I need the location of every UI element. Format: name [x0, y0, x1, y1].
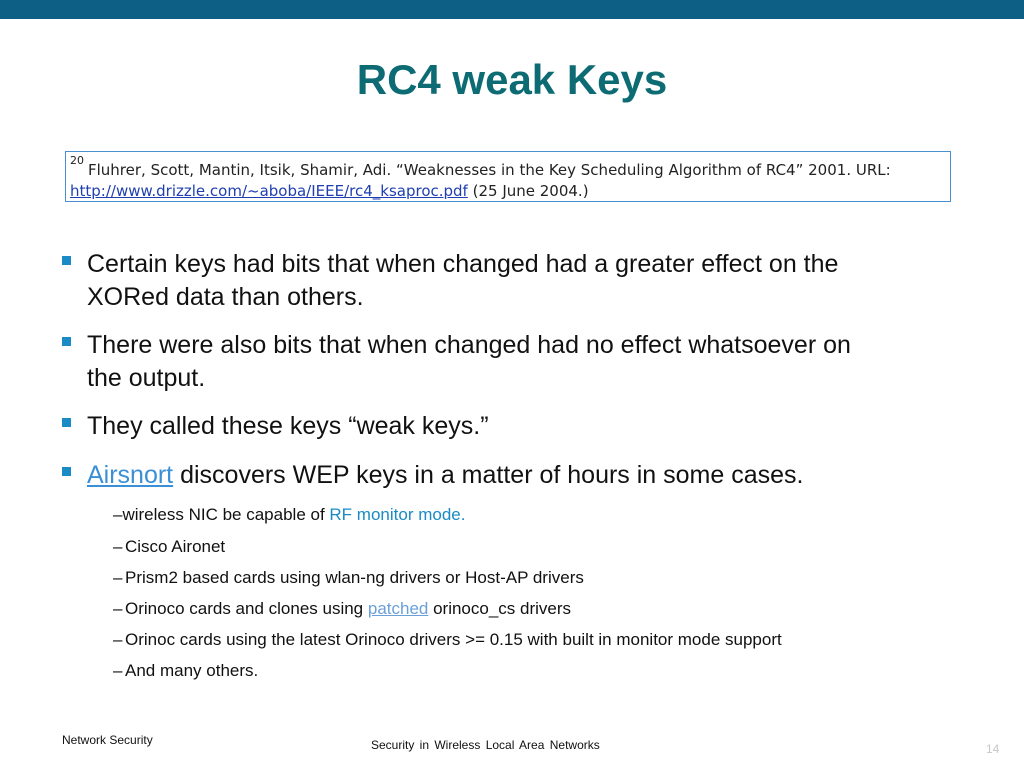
sub-item [113, 599, 571, 619]
dash-marker: – [113, 537, 123, 556]
sub-item [113, 505, 465, 525]
bullet-square-icon [62, 337, 71, 346]
sub-item [113, 568, 584, 588]
bullet-text: the output. [87, 364, 206, 392]
dash-marker: – [113, 599, 123, 618]
bullet-item [87, 329, 967, 395]
sub-item-text: And many others. [125, 661, 259, 680]
rf-monitor-mode-text: RF monitor mode. [329, 505, 466, 524]
citation-text: Fluhrer, Scott, Mantin, Itsik, Shamir, Adi. “Weaknesses in the Key Scheduling Algorithm of RC4” 2001. URL: [88, 161, 891, 179]
bullet-text: Certain keys had bits that when changed had a greater effect on the [87, 250, 839, 278]
bullet-item [87, 459, 967, 492]
citation-date: (25 June 2004.) [467, 182, 589, 200]
footer-center-text: Security in Wireless Local Area Networks [371, 738, 600, 752]
bullet-text: discovers WEP keys in a matter of hours in some cases. [173, 461, 804, 489]
bullet-square-icon [62, 256, 71, 265]
sub-item [113, 630, 782, 650]
sub-item-text: Orinoc cards using the latest Orinoco drivers >= 0.15 with built in monitor mode support [125, 630, 782, 649]
citation-url-link[interactable]: http://www.drizzle.com/~aboba/IEEE/rc4_ksaproc.pdf [70, 182, 468, 200]
sub-item-text: Cisco Aironet [125, 537, 226, 556]
bullet-text: They called these keys “weak keys.” [87, 412, 489, 440]
bullet-item [87, 410, 967, 443]
dash-marker: – [113, 661, 123, 680]
dash-marker: – [113, 505, 123, 524]
sub-item [113, 661, 258, 681]
footer-left-text: Network Security [62, 733, 153, 747]
bullet-item [87, 248, 967, 314]
sub-item-text: Prism2 based cards using wlan-ng drivers or Host-AP drivers [125, 568, 584, 587]
bullet-square-icon [62, 418, 71, 427]
dash-marker: – [113, 568, 123, 587]
bullet-square-icon [62, 467, 71, 476]
bullet-text: There were also bits that when changed had no effect whatsoever on [87, 331, 851, 359]
top-header-bar [0, 0, 1024, 19]
sub-item-text: wireless NIC be capable of [122, 505, 330, 524]
citation-number: 20 [70, 154, 84, 167]
slide-title: RC4 weak Keys [356, 56, 668, 103]
sub-item-text: Orinoco cards and clones using [125, 599, 368, 618]
sub-item [113, 537, 225, 557]
airsnort-link[interactable]: Airsnort [87, 461, 174, 489]
page-number: 14 [986, 742, 1000, 756]
citation-line-2 [70, 182, 589, 200]
sub-item-text: orinoco_cs drivers [428, 599, 572, 618]
bullet-text: XORed data than others. [87, 283, 364, 311]
citation-box [65, 151, 951, 202]
dash-marker: – [113, 630, 123, 649]
patched-link[interactable]: patched [367, 599, 429, 618]
